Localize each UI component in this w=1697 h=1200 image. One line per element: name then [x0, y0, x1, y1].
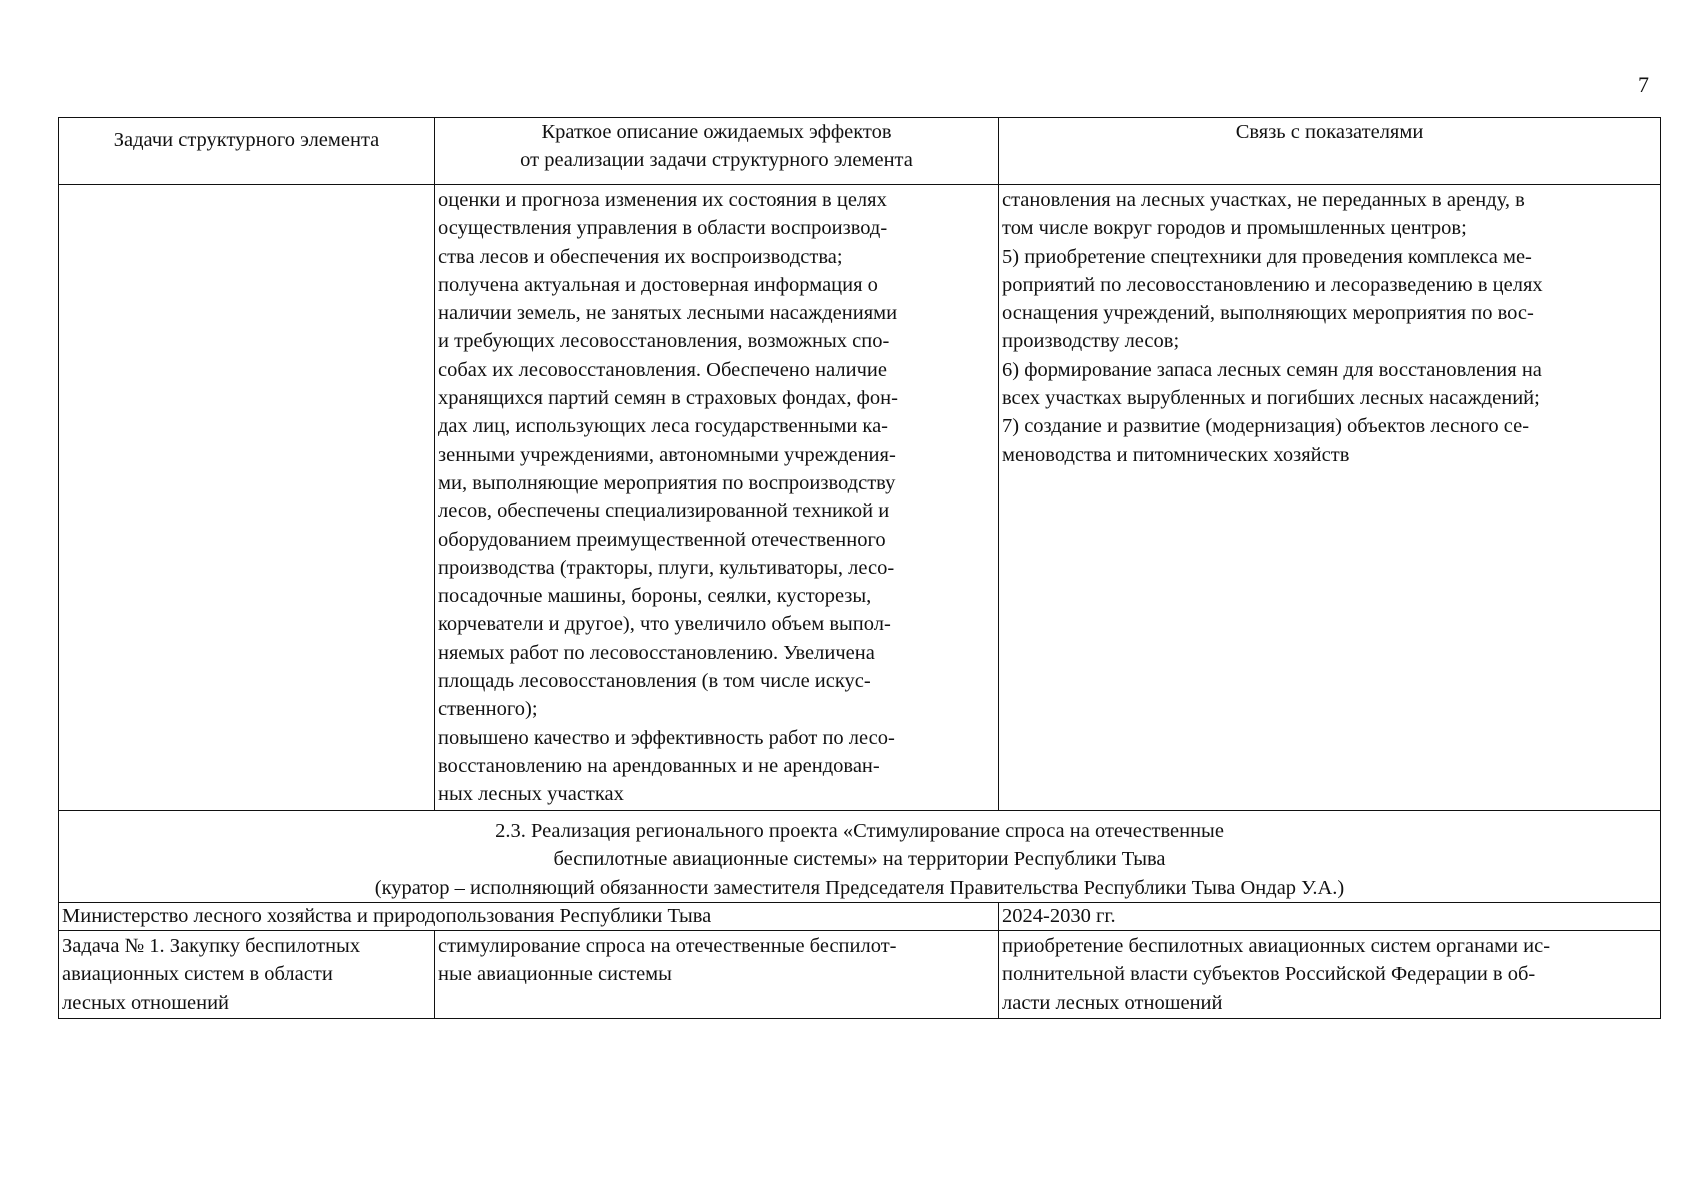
cell-indicators-task-1: приобретение беспилотных авиационных систем органами ис- полнительной власти субъектов Российской Федерации в об- ласти лесных отношений: [999, 931, 1661, 1019]
cell-effects-task-1: стимулирование спроса на отечественные беспилот- ные авиационные системы: [435, 931, 999, 1019]
cell-effects-continued: оценки и прогноза изменения их состояния в целях осуществления управления в области воспроизвод- ства лесов и обеспечения их воспроизводства; получена актуальная и достоверная информация о наличии земель, не занятых лесными насаждениями и требующих лесовосстановления, возможных спо- собах их лесовосстановления. Обеспечено наличие хранящихся партий семян в страховых фондах, фон- дах лиц, использующих леса государственными ка- зенными учреждениями, автономными учреждения- ми, выполняющие мероприятия по воспроизводству лесов, обеспечены специализированной техникой и оборудованием преимущественной отечественного производства (тракторы, плуги, культиваторы, лесо- посадочные машины, бороны, сеялки, кусторезы, корчеватели и другое), что увеличило объем выпол- няемых работ по лесовосстановлению. Увеличена площадь лесовосстановления (в том числе искус- ственного); повышено качество и эффективность работ по лесо- восстановлению на арендованных и не арендован- ных лесных участках: [435, 185, 999, 811]
ministry-name: Министерство лесного хозяйства и природопользования Республики Тыва: [59, 903, 999, 931]
section-row: [59, 810, 1661, 903]
table-row-continued: [59, 185, 1661, 811]
table-row-task-1: [59, 931, 1661, 1019]
period: 2024-2030 гг.: [999, 903, 1661, 931]
cell-task-continued: [59, 185, 435, 811]
header-tasks: Задачи структурного элемента: [59, 118, 435, 185]
header-effects: Краткое описание ожидаемых эффектов от реализации задачи структурного элемента: [435, 118, 999, 185]
cell-indicators-continued: становления на лесных участках, не переданных в аренду, в том числе вокруг городов и промышленных центров; 5) приобретение спецтехники для проведения комплекса ме- роприятий по лесовосстановлению и лесоразведению в целях оснащения учреждений, выполняющих мероприятия по вос- производству лесов; 6) формирование запаса лесных семян для восстановления на всех участках вырубленных и погибших лесных насаждений; 7) создание и развитие (модернизация) объектов лесного се- меноводства и питомнических хозяйств: [999, 185, 1661, 811]
cell-task-1: Задача № 1. Закупку беспилотных авиационных систем в области лесных отношений: [59, 931, 435, 1019]
section-title: 2.3. Реализация регионального проекта «Стимулирование спроса на отечественные беспилотные авиационные системы» на территории Республики Тыва (куратор – исполняющий обязанности заместителя Председателя Правительства Республики Тыва Ондар У.А.): [59, 810, 1661, 903]
table-header-row: [59, 118, 1661, 185]
page-number: 7: [1638, 72, 1649, 97]
structural-element-table: [58, 117, 1661, 1019]
responsible-row: [59, 903, 1661, 931]
header-indicators: Связь с показателями: [999, 118, 1661, 185]
